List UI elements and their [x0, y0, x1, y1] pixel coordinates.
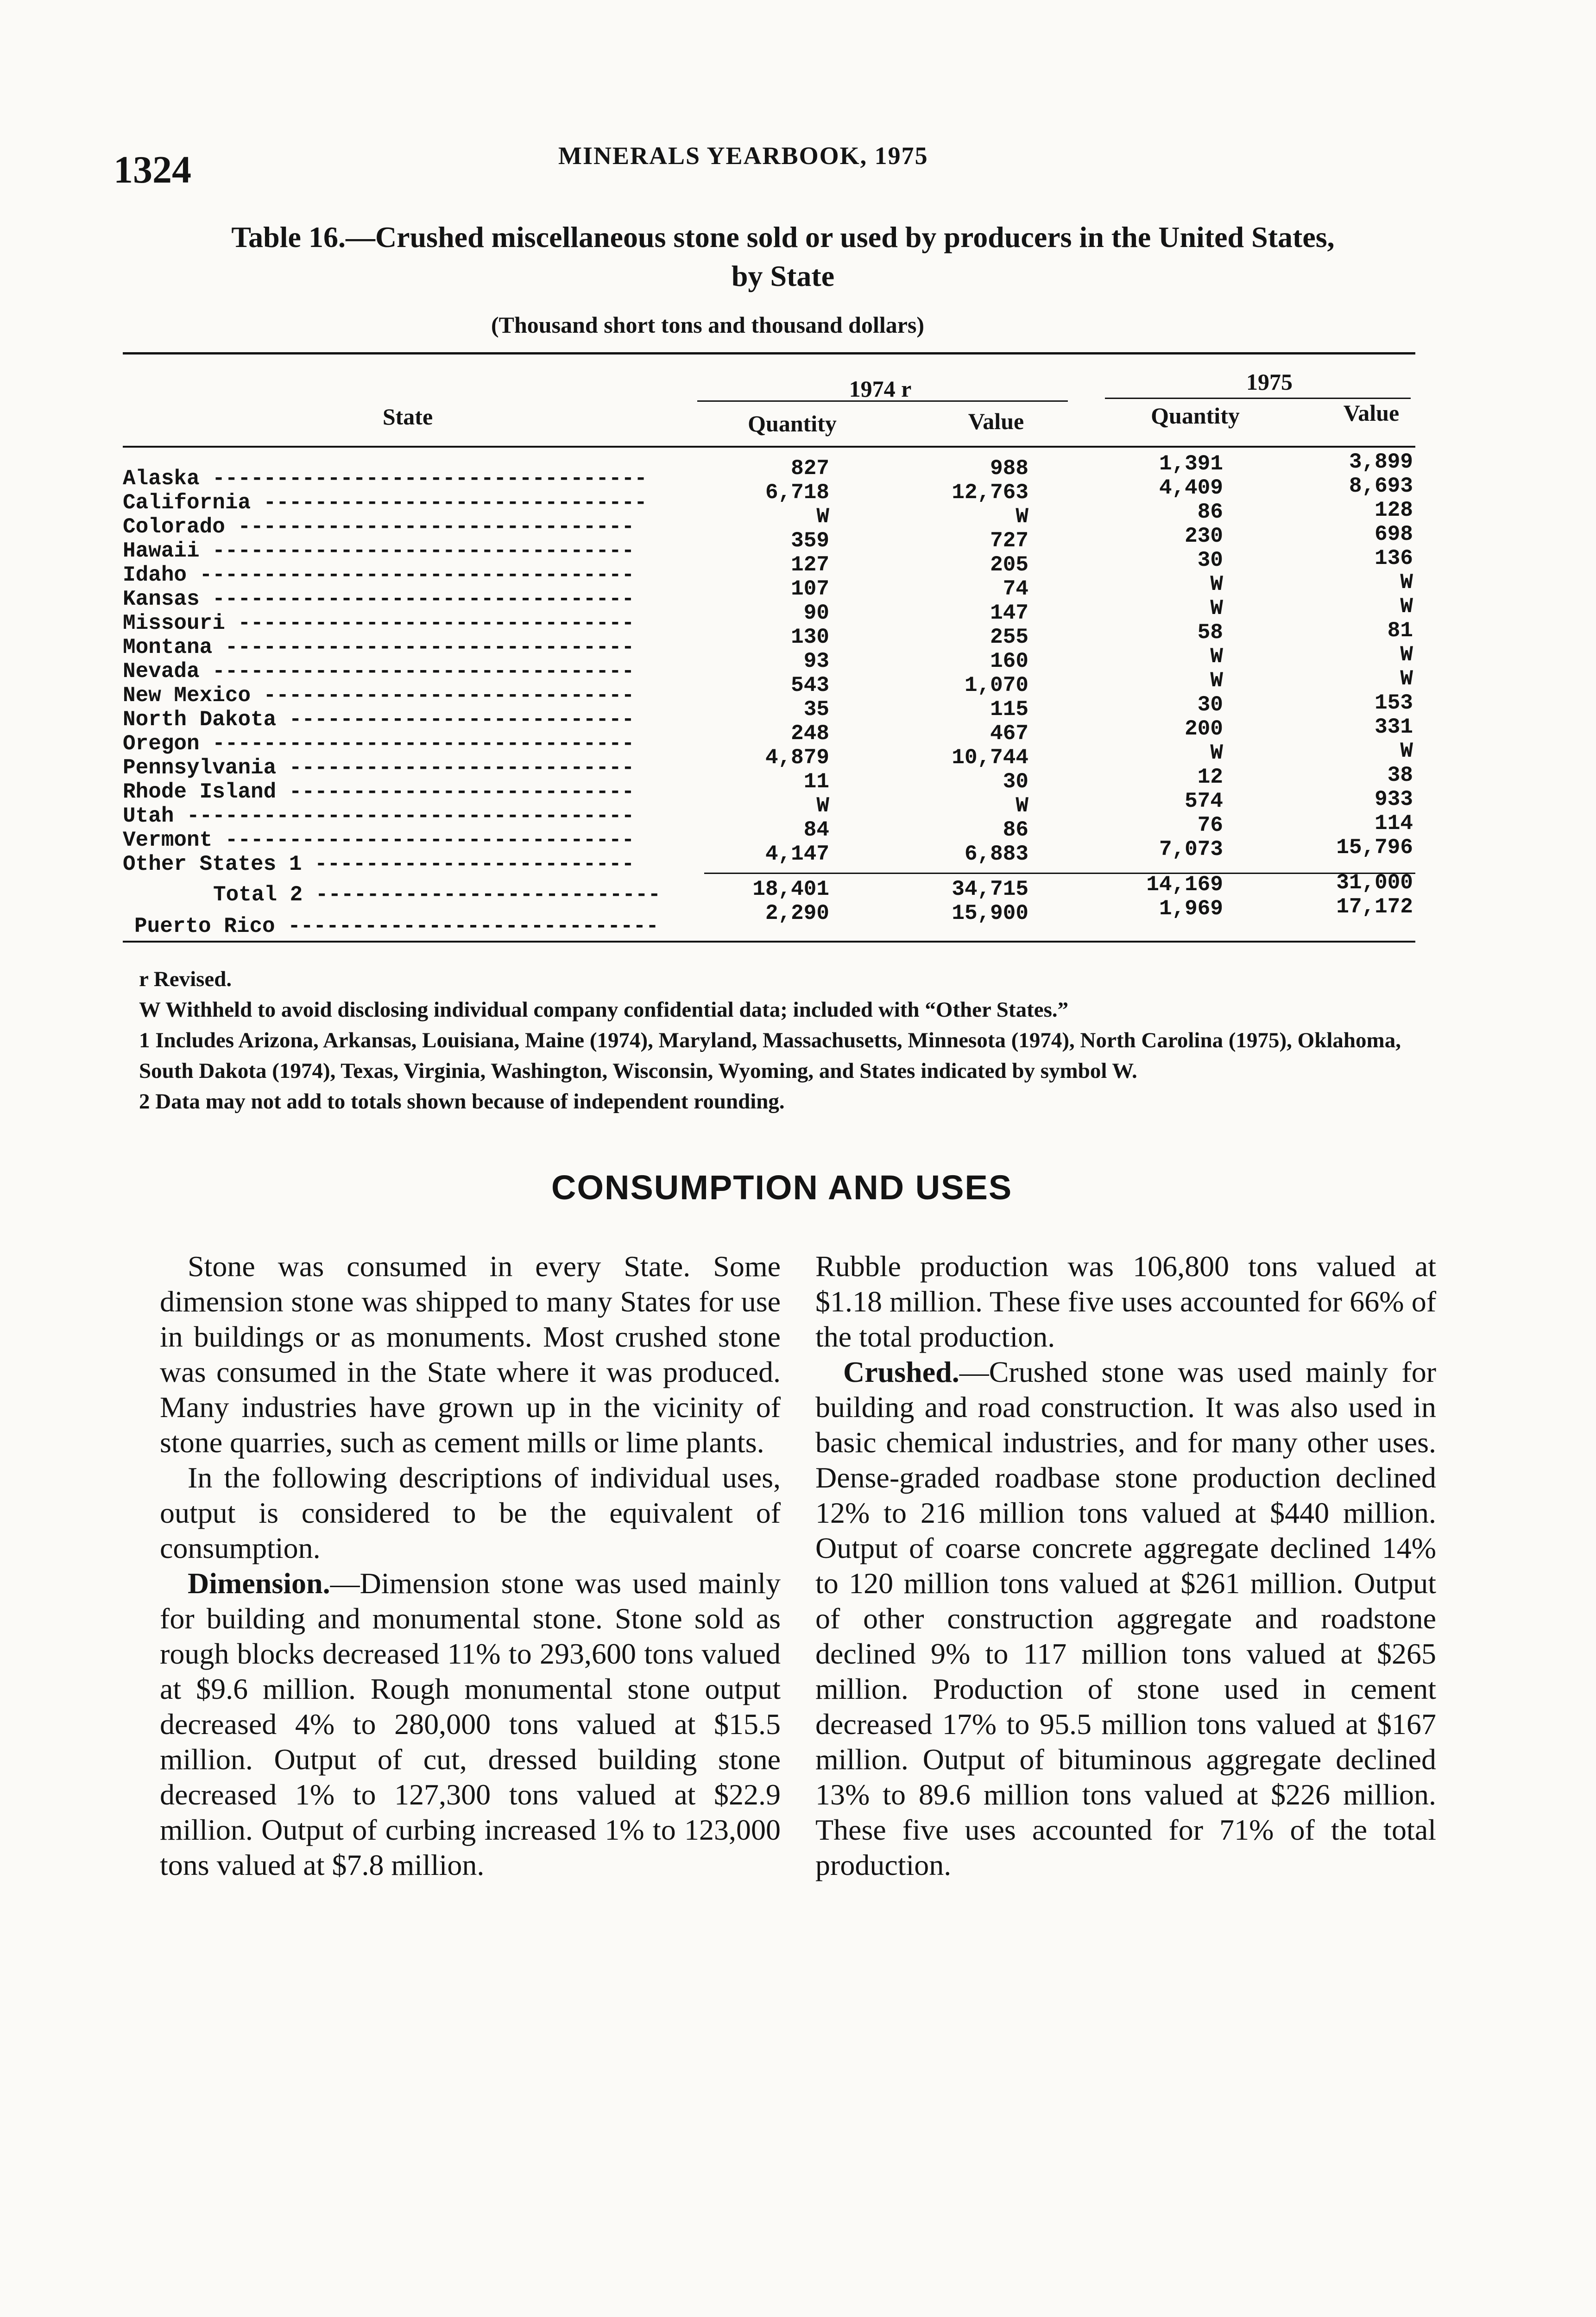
total-quantity-1975: 14,169 [1146, 873, 1223, 897]
footnote-revised: r Revised. [139, 967, 232, 991]
quantity-1974-cell: 827 [791, 456, 829, 481]
total-quantity-1974: 18,401 [752, 877, 829, 901]
column-header-state: State [382, 404, 433, 430]
quantity-1974-cell: 90 [803, 601, 829, 625]
leader-dots: --------------------------------- [212, 732, 635, 756]
quantity-1974-cell: 543 [791, 673, 829, 697]
right-column [815, 1249, 1436, 1883]
quantity-1974-cell: 11 [803, 770, 829, 794]
leader-dots: ---------------------------------- [212, 467, 647, 491]
leader-dots: --------------------------- [289, 708, 635, 732]
quantity-1975-cell: 4,409 [1159, 476, 1223, 500]
quantity-1975-cell: 30 [1197, 548, 1223, 572]
value-1975-cell: 136 [1375, 546, 1413, 570]
quantity-1974-cell: 4,147 [765, 842, 829, 866]
footnote-withheld: W Withheld to avoid disclosing individual company confidential data; included with “Other States.” [139, 998, 1069, 1022]
leader-dots: ---------------------------------- [199, 563, 635, 587]
quantity-1974-cell: 130 [791, 625, 829, 649]
state-name: Other States 1 ------------------------- [123, 852, 635, 876]
table-title-line-2: by State [731, 260, 835, 292]
total-label: Total 2 --------------------------- [213, 883, 661, 907]
leader-dots: --------------------------- [289, 780, 635, 804]
table-bottom-rule [123, 941, 1415, 943]
state-name: Pennsylvania --------------------------- [123, 756, 635, 780]
value-1974-cell: 74 [1003, 577, 1028, 601]
quantity-1974-cell: 6,718 [765, 481, 829, 505]
value-1974-cell: 1,070 [964, 673, 1028, 697]
state-name: California ------------------------------ [123, 491, 647, 515]
state-name: North Dakota --------------------------- [123, 708, 635, 732]
column-header-value-1974: Value [968, 408, 1024, 434]
leader-dots: ----------------------------- [288, 914, 659, 938]
state-name: Vermont -------------------------------- [123, 828, 635, 852]
value-1975-cell: 698 [1375, 522, 1413, 546]
value-1975-cell: 38 [1387, 763, 1413, 787]
quantity-1975-cell: 58 [1197, 620, 1223, 645]
paragraph [815, 1355, 1436, 1883]
state-name: Kansas --------------------------------- [123, 587, 635, 611]
state-name: Nevada --------------------------------- [123, 659, 635, 684]
leader-dots: ----------------------------- [263, 684, 635, 708]
quantity-1975-cell: W [1210, 572, 1223, 596]
total-value-1974: 34,715 [952, 877, 1028, 901]
value-1974-cell: W [1016, 505, 1028, 529]
quantity-1975-cell: 12 [1197, 765, 1223, 789]
quantity-1974-cell: 248 [791, 722, 829, 746]
value-1975-cell: 331 [1375, 715, 1413, 739]
paragraph: Stone was consumed in every State. Some dimension stone was shipped to many States for use in buildings or as monuments. Most crushed stone was consumed in the State where it was produced. Many industries have grown up in the vicinity of stone quarries, such as cement mills or lime plants. [160, 1250, 781, 1459]
puerto-rico-value-1975: 17,172 [1336, 895, 1413, 919]
quantity-1975-cell: W [1210, 645, 1223, 669]
column-header-quantity-1974: Quantity [748, 411, 837, 437]
leader-dots: ------------------------------- [238, 515, 635, 539]
quantity-1975-cell: 1,391 [1159, 452, 1223, 476]
value-1974-cell: 10,744 [952, 746, 1028, 770]
year2-rule [1105, 398, 1411, 399]
quantity-1974-cell: W [816, 505, 829, 529]
quantity-1975-cell: 86 [1197, 500, 1223, 524]
value-1975-cell: 3,899 [1349, 450, 1413, 474]
puerto-rico-quantity-1974: 2,290 [765, 901, 829, 925]
puerto-rico-label: Puerto Rico ----------------------------- [134, 914, 659, 938]
quantity-1974-cell: 84 [803, 818, 829, 842]
value-1974-cell: W [1016, 794, 1028, 818]
left-column [160, 1249, 781, 1883]
run-in-heading: Dimension. [188, 1567, 330, 1600]
value-1975-cell: W [1400, 595, 1413, 619]
quantity-1975-cell: 30 [1197, 693, 1223, 717]
state-name: Alaska ---------------------------------- [123, 467, 647, 491]
quantity-1975-cell: 574 [1185, 789, 1223, 813]
state-name: Colorado ------------------------------- [123, 515, 635, 539]
state-name: Missouri ------------------------------- [123, 611, 635, 635]
puerto-rico-value-1974: 15,900 [952, 901, 1028, 925]
leader-dots: -------------------------------- [225, 828, 635, 852]
leader-dots: --------------------------------- [212, 539, 635, 563]
quantity-1974-cell: 93 [803, 649, 829, 673]
paragraph-text: —Crushed stone was used mainly for building and road construction. It was also used in basic chemical industries, and for many other uses. Dense-graded roadbase stone production declined 12% to 216 million tons valued at $440 million. Output of coarse concrete aggregate declined 14% to 120 million tons valued at $261 million. Output of other construction aggregate and roadstone declined 9% to 117 million tons valued at $265 million. Production of stone used in cement decreased 17% to 95.5 million tons valued at $167 million. Output of bituminous aggregate declined 13% to 89.6 million tons valued at $226 million. These five uses accounted for 71% of the total production. [815, 1355, 1436, 1881]
leader-dots: ------------------------------- [238, 611, 635, 635]
state-name: New Mexico ----------------------------- [123, 684, 635, 708]
value-1974-cell: 6,883 [964, 842, 1028, 866]
value-1975-cell: W [1400, 643, 1413, 667]
value-1974-cell: 86 [1003, 818, 1028, 842]
state-name: Oregon --------------------------------- [123, 732, 635, 756]
page-number: 1324 [114, 148, 191, 191]
table-top-rule [123, 352, 1415, 355]
paragraph-text: —Dimension stone was used mainly for building and monumental stone. Stone sold as rough blocks decreased 11% to 293,600 tons valued at $9.6 million. Rough monumental stone output decreased 4% to 280,000 tons valued at $15.5 million. Output of cut, dressed building stone decreased 1% to 127,300 tons valued at $22.9 million. Output of curbing increased 1% to 123,000 tons valued at $7.8 million. [160, 1567, 781, 1881]
quantity-1974-cell: 107 [791, 577, 829, 601]
value-1975-cell: W [1400, 570, 1413, 595]
section-heading: CONSUMPTION AND USES [551, 1168, 1013, 1207]
quantity-1974-cell: 35 [803, 697, 829, 722]
leader-dots: --------------------------- [315, 883, 661, 907]
leader-dots: --------------------------- [289, 756, 635, 780]
leader-dots: ------------------------------ [263, 491, 647, 515]
leader-dots: --------------------------------- [212, 659, 635, 684]
column-header-year-1974: 1974 r [849, 376, 912, 402]
leader-dots: -------------------------------- [225, 635, 635, 659]
leader-dots: ----------------------------------- [187, 804, 635, 828]
state-name: Rhode Island --------------------------- [123, 780, 635, 804]
footnote-1: 1 Includes Arizona, Arkansas, Louisiana, Maine (1974), Maryland, Massachusetts, Minnesota (1974), North Carolina (1975), Oklahoma, South Dakota (1974), Texas, Virginia, Washington, Wisconsin, Wyoming, and States indicated by symbol W. [139, 1028, 1401, 1083]
quantity-1975-cell: W [1210, 669, 1223, 693]
value-1975-cell: 15,796 [1336, 836, 1413, 860]
value-1974-cell: 147 [990, 601, 1028, 625]
value-1974-cell: 467 [990, 722, 1028, 746]
value-1975-cell: W [1400, 739, 1413, 763]
value-1974-cell: 988 [990, 456, 1028, 481]
table-units: (Thousand short tons and thousand dollars) [491, 312, 925, 338]
quantity-1974-cell: 359 [791, 529, 829, 553]
leader-dots: --------------------------------- [212, 587, 635, 611]
column-header-value-1975: Value [1343, 400, 1400, 426]
value-1974-cell: 727 [990, 529, 1028, 553]
quantity-1975-cell: W [1210, 741, 1223, 765]
quantity-1975-cell: 76 [1197, 813, 1223, 837]
quantity-1974-cell: 4,879 [765, 746, 829, 770]
value-1974-cell: 30 [1003, 770, 1028, 794]
paragraph: In the following descriptions of individual uses, output is considered to be the equivalent of consumption. [160, 1461, 781, 1564]
quantity-1975-cell: 7,073 [1159, 837, 1223, 861]
puerto-rico-quantity-1975: 1,969 [1159, 897, 1223, 921]
leader-dots: ------------------------- [315, 852, 635, 876]
quantity-1975-cell: W [1210, 596, 1223, 620]
state-name: Hawaii --------------------------------- [123, 539, 635, 563]
value-1974-cell: 115 [990, 697, 1028, 722]
paragraph [160, 1566, 781, 1883]
header-bottom-rule [123, 446, 1415, 448]
value-1975-cell: 8,693 [1349, 474, 1413, 498]
column-header-quantity-1975: Quantity [1151, 403, 1240, 429]
state-name: Idaho ---------------------------------- [123, 563, 635, 587]
value-1975-cell: 933 [1375, 787, 1413, 811]
state-name: Utah ----------------------------------- [123, 804, 635, 828]
value-1975-cell: 114 [1375, 811, 1413, 836]
table-footnotes [139, 964, 1432, 1117]
quantity-1974-cell: 127 [791, 553, 829, 577]
quantity-1975-cell: 230 [1185, 524, 1223, 548]
value-1974-cell: 205 [990, 553, 1028, 577]
running-title: MINERALS YEARBOOK, 1975 [558, 142, 928, 170]
quantity-1974-cell: W [816, 794, 829, 818]
total-value-1975: 31,000 [1336, 871, 1413, 895]
value-1975-cell: W [1400, 667, 1413, 691]
value-1974-cell: 12,763 [952, 481, 1028, 505]
run-in-heading: Crushed. [843, 1355, 959, 1388]
table-title-line-1: Table 16.—Crushed miscellaneous stone sold or used by producers in the United States, [231, 221, 1335, 253]
paragraph: Rubble production was 106,800 tons valued at $1.18 million. These five uses accounted for 66% of the total production. [815, 1250, 1436, 1353]
value-1974-cell: 160 [990, 649, 1028, 673]
column-header-year-1975: 1975 [1246, 369, 1293, 395]
value-1975-cell: 81 [1387, 619, 1413, 643]
table-title [134, 218, 1432, 296]
value-1975-cell: 128 [1375, 498, 1413, 522]
state-name: Montana -------------------------------- [123, 635, 635, 659]
quantity-1975-cell: 200 [1185, 717, 1223, 741]
value-1975-cell: 153 [1375, 691, 1413, 715]
footnote-2: 2 Data may not add to totals shown because of independent rounding. [139, 1089, 785, 1114]
value-1974-cell: 255 [990, 625, 1028, 649]
